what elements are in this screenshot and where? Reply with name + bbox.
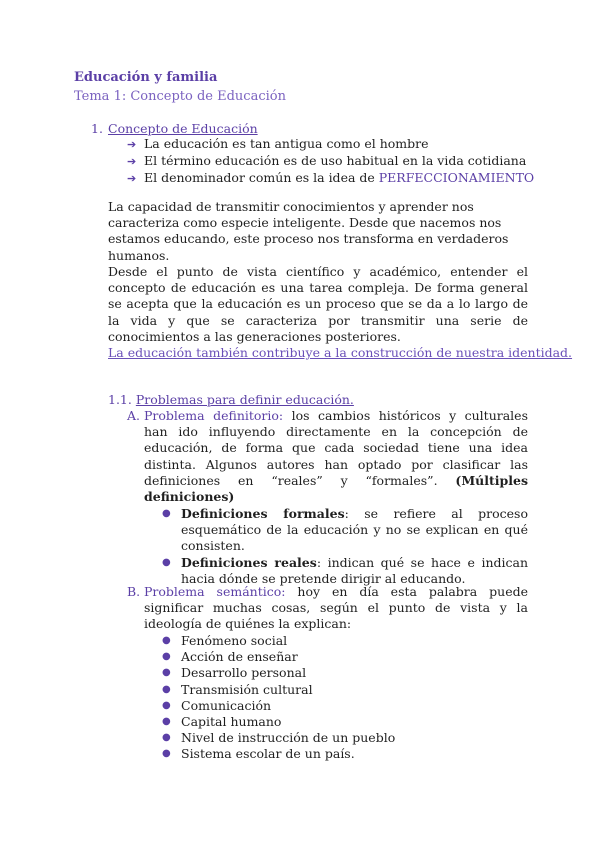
- bullet-icon: ●: [162, 635, 171, 646]
- definition-term: Definiciones formales: [181, 506, 345, 521]
- document-subtitle: Tema 1: Concepto de Educación: [74, 89, 286, 104]
- problem-label: Problema semántico:: [144, 584, 286, 599]
- bullet-icon: ●: [162, 732, 171, 744]
- bullet-icon: ●: [162, 748, 171, 760]
- problem-letter: B.: [127, 584, 141, 599]
- list-item: [127, 153, 534, 170]
- list-item-text: La educación es tan antigua como el hombre: [144, 136, 429, 151]
- meaning-text: Capital humano: [181, 714, 282, 730]
- definition-term: Definiciones reales: [181, 554, 317, 570]
- concept-list: [127, 136, 534, 187]
- definitions-list: [162, 506, 528, 587]
- section-1-heading: [91, 121, 258, 136]
- arrow-right-icon: ➔: [127, 155, 137, 168]
- list-item: [162, 714, 528, 730]
- meaning-text: Fenómeno social: [181, 633, 288, 648]
- section-number: 1.: [91, 121, 103, 136]
- meaning-text: Desarrollo personal: [181, 665, 307, 681]
- meaning-text: Comunicación: [181, 697, 272, 713]
- problem-a-text: [144, 408, 528, 505]
- list-item: [162, 649, 528, 665]
- definition-desc: : indican qué se hace e indican hacia dónde se pretende dirigir al educando.: [181, 554, 528, 586]
- list-item: [127, 136, 534, 153]
- problem-label: Problema definitorio:: [144, 408, 284, 423]
- meanings-list: [162, 633, 528, 763]
- bullet-icon: ●: [162, 699, 171, 711]
- subsection-heading: [108, 392, 354, 407]
- bullet-icon: ●: [162, 716, 171, 728]
- section-title: Concepto de Educación: [108, 121, 258, 136]
- problem-description: hoy en día esta palabra puede significar muchas cosas, según el punto de vista y la ideología de quiénes la explican:: [144, 584, 528, 632]
- subsection-number: 1.1.: [108, 392, 132, 407]
- definition-desc: : se refiere al proceso esquemático de la educación y no se explican en qué consisten.: [181, 506, 528, 554]
- arrow-right-icon: ➔: [127, 138, 137, 151]
- list-item: [162, 665, 528, 681]
- list-item: [162, 730, 528, 746]
- meaning-text: Sistema escolar de un país.: [181, 746, 355, 762]
- problem-b-block: [127, 584, 528, 633]
- problem-note: (Múltiples definiciones): [144, 472, 528, 505]
- problem-b-text: [144, 584, 528, 633]
- list-item: [162, 698, 528, 714]
- bullet-icon: ●: [162, 667, 171, 679]
- bullet-icon: ●: [162, 683, 171, 695]
- bullet-icon: ●: [162, 508, 171, 519]
- list-item: [162, 506, 528, 555]
- meaning-text: Transmisión cultural: [181, 681, 313, 697]
- paragraph-definition: Desde el punto de vista científico y académico, entender el concepto de educación es una tarea compleja. De forma general se acepta que la educación es un proceso que se da a lo largo de la vida y que se caracteriza por transmitir una serie de conocimientos a las generaciones posteriores.: [108, 264, 528, 344]
- arrow-right-icon: ➔: [127, 172, 137, 185]
- bullet-icon: ●: [162, 651, 171, 663]
- subsection-title: Problemas para definir educación.: [135, 392, 354, 407]
- list-item: [127, 170, 534, 187]
- paragraph-intro: La capacidad de transmitir conocimientos y aprender nos caracteriza como especie inteligente. Desde que nacemos nos estamos educando, este proceso nos transforma en verdaderos humanos.: [108, 199, 509, 263]
- list-item-text: El término educación es de uso habitual en la vida cotidiana: [144, 153, 527, 168]
- highlight-term: PERFECCIONAMIENTO: [378, 170, 535, 185]
- list-item: [162, 746, 528, 762]
- problem-a-block: [127, 408, 528, 505]
- problem-description: los cambios históricos y culturales han ido influyendo directamente en la concepción de educación, de forma que cada sociedad tiene una idea distinta. Algunos autores han optado por clasificar las definiciones en “reales” y “formales”.: [144, 408, 528, 488]
- list-item: [162, 555, 528, 587]
- meaning-text: Nivel de instrucción de un pueblo: [181, 730, 396, 746]
- problem-letter: A.: [127, 408, 141, 423]
- list-item: [162, 633, 528, 649]
- bullet-icon: ●: [162, 556, 171, 568]
- list-item-text: El denominador común es la idea de: [144, 170, 379, 185]
- list-item: [162, 682, 528, 698]
- meaning-text: Acción de enseñar: [181, 649, 298, 665]
- identity-statement: La educación también contribuye a la construcción de nuestra identidad.: [108, 345, 573, 360]
- document-title: Educación y familia: [74, 70, 218, 85]
